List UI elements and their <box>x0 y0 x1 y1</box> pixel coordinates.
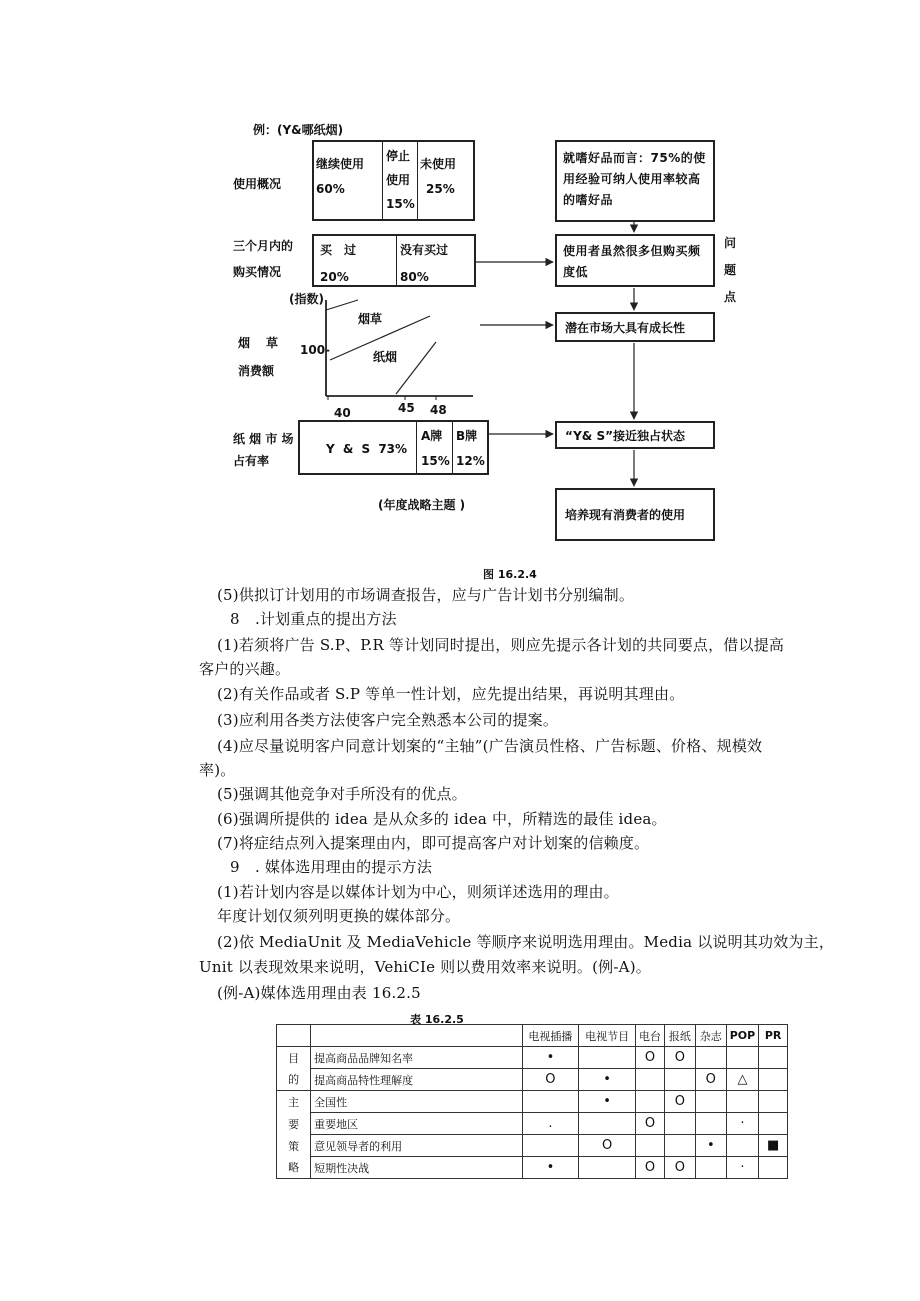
paragraph: (5)供拟订计划用的市场调查报告，应与广告计划书分别编制。 <box>217 586 635 604</box>
consumption-label-line: 消费额 <box>238 364 275 378</box>
corner-cell <box>311 1025 522 1047</box>
rating-cell <box>579 1113 636 1135</box>
row-label: 短期性决战 <box>311 1157 522 1179</box>
column-header: 报纸 <box>664 1025 695 1047</box>
table-row <box>277 1135 788 1157</box>
media-selection-table <box>276 1024 788 1179</box>
rating-cell: ■ <box>759 1135 788 1157</box>
share-cell-value: 12% <box>456 454 485 468</box>
column-header: 电台 <box>635 1025 664 1047</box>
rating-cell: · <box>726 1113 758 1135</box>
x-tick-label: 40 <box>334 406 351 420</box>
series-label-cigarette: 纸烟 <box>373 350 398 364</box>
rating-cell: • <box>522 1157 579 1179</box>
strategy-caption: (年度战略主题 ) <box>378 498 466 512</box>
rating-cell <box>726 1047 758 1069</box>
rating-cell <box>579 1157 636 1179</box>
paragraph: (4)应尽量说明客户同意计划案的“主轴”(广告演员性格、广告标题、价格、规模效 <box>217 737 763 755</box>
share-label-line: 占有率 <box>233 454 270 468</box>
usage-cell-value: 25% <box>426 182 455 196</box>
usage-label: 使用概况 <box>233 177 282 191</box>
usage-cell-text: 停止 <box>386 149 411 163</box>
column-header: 杂志 <box>695 1025 726 1047</box>
usage-cell-value: 60% <box>316 182 345 196</box>
rating-cell <box>522 1091 579 1113</box>
row-group-label: 的 <box>277 1069 311 1091</box>
rating-cell <box>695 1047 726 1069</box>
row-label: 提高商品特性理解度 <box>311 1069 522 1091</box>
rating-cell <box>726 1135 758 1157</box>
usage-cell-text: 未使用 <box>420 157 457 171</box>
insight-box: “Y& S”接近独占状态 <box>555 421 715 449</box>
paragraph: (例-A)媒体选用理由表 16.2.5 <box>217 984 421 1002</box>
rating-cell: O <box>579 1135 636 1157</box>
rating-cell <box>664 1113 695 1135</box>
purchase-label-line: 三个月内的 <box>233 239 294 253</box>
rating-cell <box>664 1069 695 1091</box>
table-row <box>277 1113 788 1135</box>
rating-cell: O <box>664 1157 695 1179</box>
usage-cell-text: 继续使用 <box>316 157 365 171</box>
row-group-label: 略 <box>277 1157 311 1179</box>
table-row <box>277 1091 788 1113</box>
series-label-tobacco: 烟草 <box>358 312 383 326</box>
rating-cell <box>695 1113 726 1135</box>
paragraph: (2)依 MediaUnit 及 MediaVehicle 等顺序来说明选用理由。Media 以说明其功效为主， <box>217 933 835 951</box>
table-header-row <box>277 1025 788 1047</box>
rating-cell: O <box>635 1047 664 1069</box>
share-cell-text: B牌 <box>456 429 478 443</box>
rating-cell <box>759 1091 788 1113</box>
row-label: 重要地区 <box>311 1113 522 1135</box>
section-heading: 8 .计划重点的提出方法 <box>230 610 397 628</box>
diagram-arrows <box>0 0 920 560</box>
insight-box: 就嗜好品而言：75%的使用经验可纳人使用率较高的嗜好品 <box>555 140 715 222</box>
problem-label-char: 问 <box>724 236 737 250</box>
row-group-label: 目 <box>277 1047 311 1069</box>
purchase-cell-text: 没有买过 <box>400 243 449 257</box>
rating-cell: O <box>522 1069 579 1091</box>
rating-cell <box>522 1135 579 1157</box>
column-header: PR <box>759 1025 788 1047</box>
rating-cell <box>726 1091 758 1113</box>
paragraph: (1)若须将广告 S.P、P.R 等计划同时提出，则应先提示各计划的共同要点，借以提高 <box>217 636 785 654</box>
corner-cell <box>277 1025 311 1047</box>
rating-cell: △ <box>726 1069 758 1091</box>
x-tick-label: 48 <box>430 403 447 417</box>
row-label: 全国性 <box>311 1091 522 1113</box>
rating-cell <box>695 1157 726 1179</box>
table-row <box>277 1069 788 1091</box>
insight-box: 使用者虽然很多但购买频度低 <box>555 234 715 287</box>
paragraph: Unit 以表现效果来说明，VehiCIe 则以费用效率来说明。(例-A)。 <box>199 958 651 976</box>
rating-cell <box>635 1091 664 1113</box>
paragraph: (5)强调其他竞争对手所没有的优点。 <box>217 785 467 803</box>
rating-cell: O <box>635 1157 664 1179</box>
share-cell-text: Y & S 73% <box>326 442 408 456</box>
rating-cell: . <box>522 1113 579 1135</box>
rating-cell <box>759 1047 788 1069</box>
paragraph: 年度计划仅须列明更换的媒体部分。 <box>217 907 461 925</box>
share-cell-value: 15% <box>421 454 450 468</box>
rating-cell <box>695 1091 726 1113</box>
table-row <box>277 1157 788 1179</box>
share-cell-text: A牌 <box>421 429 443 443</box>
rating-cell: · <box>726 1157 758 1179</box>
purchase-cell-value: 20% <box>320 270 349 284</box>
usage-cell-value: 15% <box>386 197 415 211</box>
row-label: 意见领导者的利用 <box>311 1135 522 1157</box>
y-axis-label: (指数) <box>289 292 324 306</box>
rating-cell: O <box>635 1113 664 1135</box>
problem-label-char: 题 <box>724 263 737 277</box>
paragraph: 率)。 <box>199 761 236 779</box>
rating-cell <box>759 1157 788 1179</box>
row-group-label: 要 <box>277 1113 311 1135</box>
row-group-label: 主 <box>277 1091 311 1113</box>
rating-cell <box>635 1069 664 1091</box>
rating-cell <box>759 1113 788 1135</box>
figure-caption: 图 16.2.4 <box>483 568 537 581</box>
rating-cell: • <box>579 1069 636 1091</box>
rating-cell <box>664 1135 695 1157</box>
problem-label-char: 点 <box>724 290 737 304</box>
paragraph: (2)有关作品或者 S.P 等单一性计划，应先提出结果，再说明其理由。 <box>217 685 685 703</box>
rating-cell: • <box>579 1091 636 1113</box>
rating-cell: • <box>695 1135 726 1157</box>
column-header: 电视节目 <box>579 1025 636 1047</box>
rating-cell: • <box>522 1047 579 1069</box>
usage-cell-text: 使用 <box>386 173 411 187</box>
table-caption: 表 16.2.5 <box>410 1013 464 1026</box>
row-label: 提高商品品牌知名率 <box>311 1047 522 1069</box>
paragraph: (1)若计划内容是以媒体计划为中心，则须详述选用的理由。 <box>217 883 619 901</box>
consumption-label-line: 烟 草 <box>238 336 281 350</box>
purchase-cell-value: 80% <box>400 270 429 284</box>
paragraph: (6)强调所提供的 idea 是从众多的 idea 中，所精选的最佳 idea。 <box>217 810 667 828</box>
section-heading: 9 . 媒体选用理由的提示方法 <box>230 858 433 876</box>
example-title: 例：(Y&哪纸烟) <box>253 123 344 137</box>
y-tick: 100- <box>300 343 331 357</box>
column-header: POP <box>726 1025 758 1047</box>
rating-cell <box>759 1069 788 1091</box>
rating-cell: O <box>695 1069 726 1091</box>
share-label-line: 纸 烟 市 场 <box>233 432 294 446</box>
table-row <box>277 1047 788 1069</box>
x-tick-label: 45 <box>398 401 415 415</box>
paragraph: (3)应利用各类方法使客户完全熟悉本公司的提案。 <box>217 711 559 729</box>
purchase-cell-text: 买 过 <box>320 243 357 257</box>
strategy-box: 培养现有消费者的使用 <box>555 488 715 541</box>
column-header: 电视插播 <box>522 1025 579 1047</box>
paragraph: (7)将症结点列入提案理由内，即可提高客户对计划案的信赖度。 <box>217 834 650 852</box>
rating-cell <box>579 1047 636 1069</box>
rating-cell <box>635 1135 664 1157</box>
paragraph: 客户的兴趣。 <box>199 660 291 678</box>
insight-box: 潜在市场大具有成长性 <box>555 312 715 342</box>
row-group-label: 策 <box>277 1135 311 1157</box>
rating-cell: O <box>664 1091 695 1113</box>
purchase-label-line: 购买情况 <box>233 265 282 279</box>
rating-cell: O <box>664 1047 695 1069</box>
